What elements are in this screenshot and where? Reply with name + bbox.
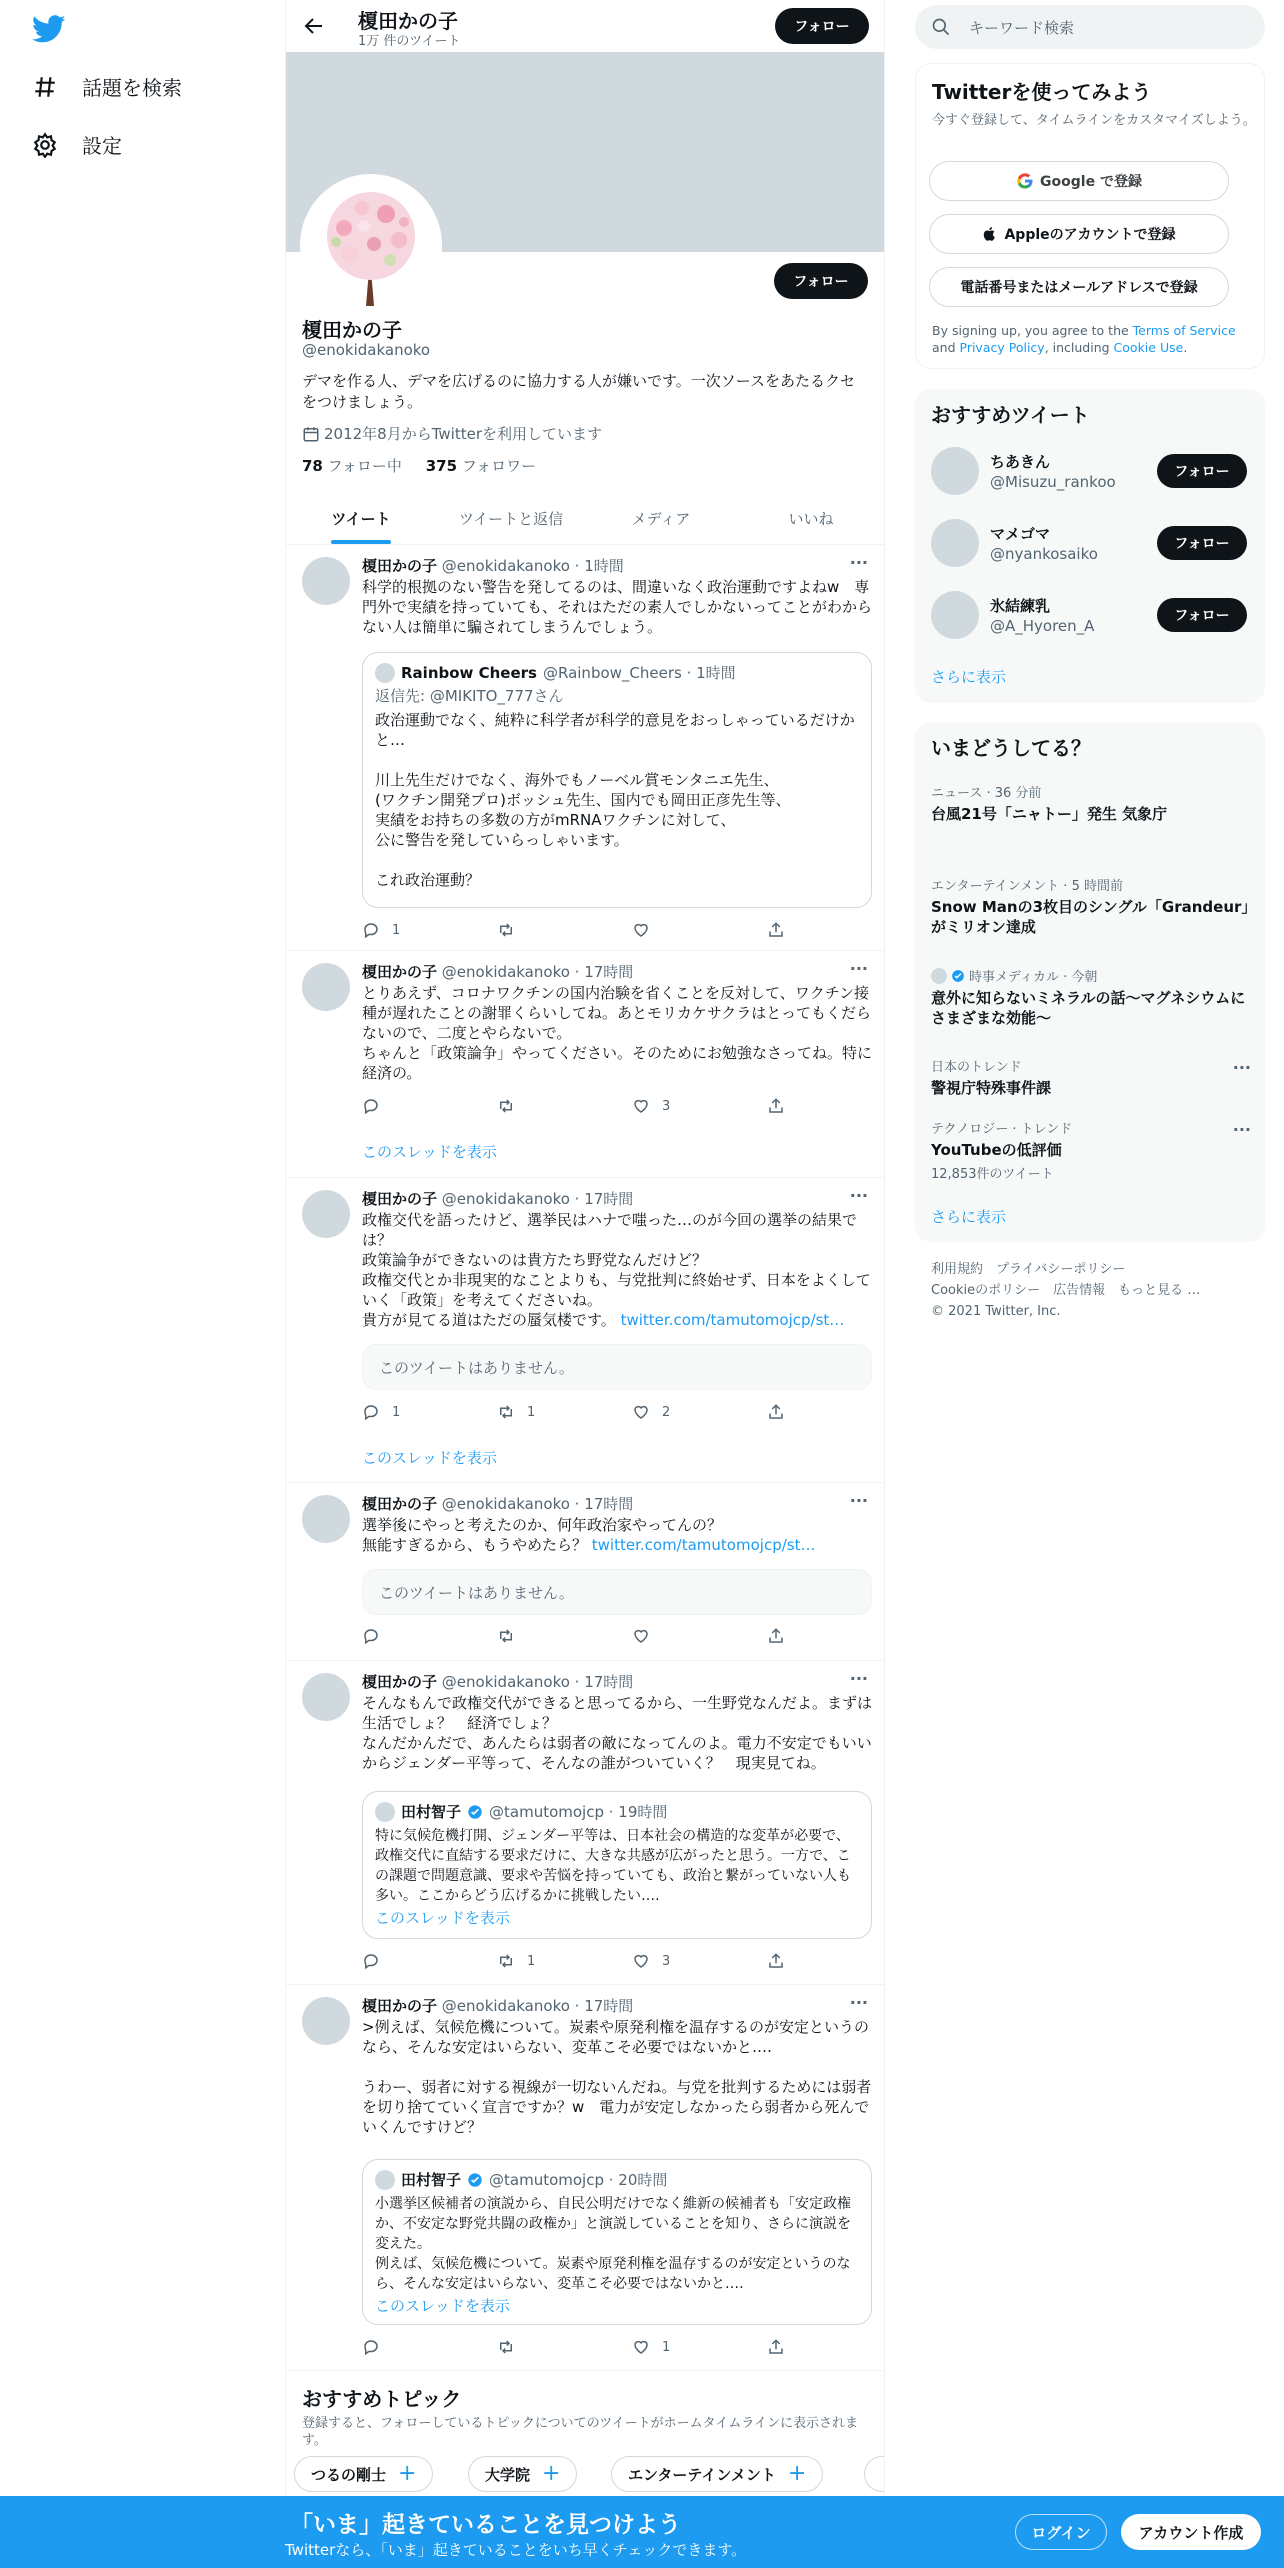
profile-column	[285, 0, 885, 2568]
heart-icon	[632, 1627, 650, 1645]
cherry-tree-avatar-image	[304, 178, 438, 312]
header-tweet-count: 1万 件のツイート	[358, 34, 461, 49]
quoted-tweet-header	[375, 663, 859, 683]
tweet-text	[362, 1210, 872, 1330]
tweet-avatar[interactable]	[302, 1997, 350, 2045]
quoted-avatar	[375, 2170, 395, 2190]
retweet-button[interactable]	[497, 2338, 527, 2356]
like-count: 3	[662, 1953, 671, 1969]
apple-icon	[982, 225, 998, 243]
tweet-avatar[interactable]	[302, 557, 350, 605]
tweet-actions	[362, 1097, 802, 1117]
tweet-author-name[interactable]: 榎田かの子	[362, 557, 438, 575]
nav-explore-label: 話題を検索	[82, 76, 182, 100]
signup-title: Twitterを使ってみよう	[932, 80, 1152, 104]
following-label: フォロー中	[322, 457, 402, 475]
hashtag-icon	[32, 74, 58, 100]
tweet-header	[362, 1995, 633, 2016]
quoted-tweet[interactable]	[362, 2159, 872, 2325]
trend-title: 意外に知らないミネラルの話～マグネシウムにさまざまな効能～	[931, 989, 1246, 1027]
tweet-header	[362, 1493, 633, 1514]
quoted-meta: @Rainbow_Cheers · 1時間	[542, 664, 736, 682]
retweet-count: 1	[527, 1404, 536, 1420]
tweet-link[interactable]: twitter.com/tamutomojcp/st…	[620, 1311, 845, 1329]
share-icon	[767, 1403, 785, 1421]
following-link[interactable]	[302, 457, 402, 475]
topic-label: 大学院	[485, 2465, 531, 2484]
like-button[interactable]	[632, 921, 662, 939]
share-button[interactable]	[767, 1097, 785, 1115]
login-button[interactable]: ログイン	[1015, 2514, 1107, 2550]
user-avatar[interactable]	[931, 519, 979, 567]
profile-name: 榎田かの子	[302, 318, 402, 342]
heart-icon	[632, 1097, 650, 1115]
tweet-avatar[interactable]	[302, 1673, 350, 1721]
topics-subtitle: 登録すると、フォローしているトピックについてのツイートがホームタイムラインに表示されます。	[302, 2416, 859, 2448]
search-icon	[931, 17, 951, 37]
google-signup-label: Google で登録	[1040, 174, 1142, 190]
google-icon	[1016, 172, 1034, 190]
tweet[interactable]	[286, 1985, 885, 2371]
tweet[interactable]	[286, 951, 885, 1178]
signup-terms	[932, 322, 1252, 356]
trend-context: テクノロジー · トレンド	[931, 1122, 1073, 1137]
unavailable-tweet-notice: このツイートはありません。	[362, 1344, 872, 1390]
more-options-icon[interactable]: ···	[849, 959, 868, 978]
quoted-tweet[interactable]	[362, 652, 872, 908]
quoted-show-thread-link[interactable]: このスレッドを表示	[375, 1909, 510, 1927]
quoted-text: 小選挙区候補者の演説から、自民公明だけでなく維新の候補者も「安定政権か、不安定な野党共闘の政権か」と演説していることを知り、さらに演説を変えた。 例えば、気候危機について。炭素や原発利権を温存するのが安定というのなら、そんな安定はいらない、変革こそ必要ではないかと‥‥	[375, 2196, 851, 2292]
quoted-meta: @tamutomojcp · 19時間	[489, 1803, 668, 1821]
cookie-use-link[interactable]: Cookie Use	[1113, 340, 1184, 355]
user-handle: @Misuzu_rankoo	[990, 473, 1116, 491]
user-avatar[interactable]	[931, 447, 979, 495]
tweet-author-name[interactable]: 榎田かの子	[362, 1997, 438, 2015]
tweet-meta: @enokidakanoko · 17時間	[437, 1673, 634, 1691]
quoted-author-name: Rainbow Cheers	[401, 664, 537, 682]
tweet-text-body: 選挙後にやっと考えたのか、何年政治家やってんの？ 無能すぎるから、もうやめたら？	[362, 1516, 723, 1554]
trend-title: Snow Manの3枚目のシングル「Grandeur」がミリオン達成	[931, 898, 1249, 936]
topic-pill[interactable]	[294, 2456, 433, 2492]
gear-icon	[32, 132, 58, 158]
share-icon	[767, 1627, 785, 1645]
tweet-header	[362, 1188, 633, 1209]
reply-icon	[362, 1627, 380, 1645]
reply-icon	[362, 921, 380, 939]
like-button[interactable]	[632, 1403, 670, 1421]
tweet-text: とりあえず、コロナワクチンの国内治験を省くことを反対して、ワクチン接種が遅れたことの謝罪くらいしてね。あとモリカケサクラはとってもくだらないので、二度とやらないで。 ちゃんと「政策論争」やってください。そのためにお勉強なさってね。特に経済の。	[362, 984, 873, 1082]
profile-header-bar	[286, 0, 885, 52]
reply-button[interactable]	[362, 921, 400, 939]
like-button[interactable]	[632, 1097, 670, 1115]
header-name: 榎田かの子	[358, 9, 458, 33]
retweet-button[interactable]	[497, 921, 527, 939]
verified-badge-icon	[951, 969, 965, 983]
terms-including: , including	[1044, 340, 1114, 355]
share-icon	[767, 1952, 785, 1970]
nav-settings-label: 設定	[82, 134, 122, 158]
tweet-text: そんなもんで政権交代ができると思ってるから、一生野党なんだよ。まずは生活でしょ？ 経済でしょ？ なんだかんだで、あんたらは弱者の敵になってんのよ。電力不安定でもいいからジェンダー平等って、そんなの誰がついていく？ 現実見てね。	[362, 1694, 873, 1772]
followers-count: 375	[425, 457, 458, 475]
back-arrow-icon[interactable]	[302, 14, 326, 38]
following-count: 78	[302, 457, 323, 475]
tweet-author-name[interactable]: 榎田かの子	[362, 1673, 438, 1691]
reply-icon	[362, 1403, 380, 1421]
tweet-link[interactable]: twitter.com/tamutomojcp/st…	[591, 1536, 816, 1554]
quoted-author-name: 田村智子	[401, 1803, 462, 1821]
tweet[interactable]	[286, 1483, 885, 1661]
nav-explore[interactable]	[32, 72, 182, 101]
profile-handle: @enokidakanoko	[302, 341, 431, 359]
tweet-avatar[interactable]	[302, 1495, 350, 1543]
user-handle: @nyankosaiko	[990, 545, 1098, 563]
footer-line-2[interactable]: Cookieのポリシー 広告情報 もっと見る …	[931, 1283, 1201, 1298]
quoted-author-name: 田村智子	[401, 2171, 462, 2189]
tweet-meta: @enokidakanoko · 17時間	[437, 1495, 634, 1513]
heart-icon	[632, 2338, 650, 2356]
more-options-icon[interactable]: ···	[849, 1491, 868, 1510]
bottom-signup-bar	[0, 2496, 1284, 2568]
trend-item[interactable]	[931, 966, 1251, 1028]
followers-link[interactable]	[426, 457, 536, 475]
tweet-header	[362, 555, 624, 576]
more-options-icon[interactable]: ···	[849, 1669, 868, 1688]
left-sidebar	[0, 0, 285, 2568]
apple-signup-label: Appleのアカウントで登録	[1004, 227, 1176, 243]
trend-title: YouTubeの低評価	[931, 1141, 1062, 1159]
quoted-meta: @tamutomojcp · 20時間	[489, 2171, 668, 2189]
tweet-meta: @enokidakanoko · 1時間	[437, 557, 624, 575]
quoted-tweet[interactable]	[362, 1791, 872, 1939]
reply-icon	[362, 2338, 380, 2356]
more-options-icon[interactable]: ···	[1232, 1058, 1251, 1077]
signup-card	[915, 63, 1265, 369]
profile-follow-stats	[302, 455, 536, 476]
user-name: マメゴマ	[990, 525, 1051, 543]
trend-context: エンターテインメント · 5 時間前	[931, 879, 1123, 894]
share-icon	[767, 1097, 785, 1115]
signup-subtitle: 今すぐ登録して、タイムラインをカスタマイズしよう。	[932, 113, 1256, 128]
retweet-button[interactable]	[497, 1627, 527, 1645]
follow-button[interactable]: フォロー	[1157, 526, 1247, 560]
like-button[interactable]	[632, 1952, 670, 1970]
header-follow-button[interactable]: フォロー	[775, 8, 869, 44]
trend-tweet-count: 12,853件のツイート	[931, 1167, 1054, 1182]
tweet-actions	[362, 1952, 802, 1972]
user-name: ちあきん	[990, 453, 1051, 471]
phone-email-signup-button[interactable]: 電話番号またはメールアドレスで登録	[929, 267, 1229, 307]
trend-context: 日本のトレンド	[931, 1060, 1022, 1075]
tweet-header	[362, 1671, 633, 1692]
terms-prefix: By signing up, you agree to the	[932, 323, 1133, 338]
topic-label: エンターテインメント	[628, 2465, 776, 2484]
profile-avatar[interactable]	[300, 174, 442, 316]
tweet-meta: @enokidakanoko · 17時間	[437, 1190, 634, 1208]
quoted-tweet-header	[375, 1802, 859, 1822]
google-signup-button[interactable]	[929, 161, 1229, 201]
quoted-tweet-header	[375, 2170, 859, 2190]
heart-icon	[632, 1952, 650, 1970]
trend-context: ニュース · 36 分前	[931, 786, 1042, 801]
plus-icon: +	[398, 2461, 417, 2486]
quoted-show-thread-link[interactable]: このスレッドを表示	[375, 2297, 510, 2315]
retweet-icon	[497, 1627, 515, 1645]
share-button[interactable]	[767, 1627, 785, 1645]
more-options-icon[interactable]: ···	[849, 1993, 868, 2012]
topic-pill[interactable]	[611, 2456, 823, 2492]
follow-button[interactable]: フォロー	[1157, 598, 1247, 632]
share-button[interactable]	[767, 921, 785, 939]
bottom-bar-subtitle: Twitterなら、「いま」起きていることをいち早くチェックできます。	[285, 2541, 747, 2559]
topic-label: つるの剛士	[311, 2465, 387, 2484]
like-button[interactable]	[632, 1627, 662, 1645]
profile-follow-button[interactable]: フォロー	[774, 263, 868, 299]
right-sidebar	[915, 0, 1265, 2568]
tweet-author-name[interactable]: 榎田かの子	[362, 1190, 438, 1208]
tweet-actions	[362, 2338, 802, 2358]
trend-title: 台風21号「ニャトー」発生 気象庁	[931, 805, 1168, 823]
tweet-meta: @enokidakanoko · 17時間	[437, 1997, 634, 2015]
footer-line-1[interactable]: 利用規約 プライバシーポリシー	[931, 1262, 1126, 1277]
tab-likes[interactable]: いいね	[788, 509, 834, 528]
tweet-text: 科学的根拠のない警告を発してるのは、間違いなく政治運動ですよねw 専門外で実績を持っていても、それはただの素人でしかないってことがわからない人は簡単に騙されてしまうんでしょう。	[362, 578, 873, 636]
tweet-avatar[interactable]	[302, 963, 350, 1011]
trends-title: いまどうしてる？	[931, 736, 1091, 760]
trend-item[interactable]	[931, 782, 1251, 824]
retweet-button[interactable]	[497, 1403, 535, 1421]
source-avatar	[931, 968, 947, 984]
tweet-text-body: 政権交代を語ったけど、選挙民はハナで嗤った…のが今回の選挙の結果では？ 政策論争ができないのは貴方たち野党なんだけど？ 政権交代とか非現実的なことよりも、与党批判に終始せず、日本をよくしていく「政策」を考えてくださいね。 貴方が見てる道はただの蜃気楼です。	[362, 1211, 871, 1329]
reply-button[interactable]	[362, 1627, 392, 1645]
recommended-topics	[286, 2371, 885, 2501]
user-avatar[interactable]	[931, 591, 979, 639]
retweet-icon	[497, 1403, 515, 1421]
tweet-meta: @enokidakanoko · 17時間	[437, 963, 634, 981]
tweet-author-name[interactable]: 榎田かの子	[362, 1495, 438, 1513]
tab-media[interactable]: メディア	[631, 509, 691, 528]
verified-badge-icon	[467, 1804, 483, 1820]
followers-label: フォロワー	[457, 457, 537, 475]
like-button[interactable]	[632, 2338, 670, 2356]
search-box[interactable]	[915, 5, 1265, 49]
search-placeholder: キーワード検索	[969, 18, 1075, 37]
retweet-icon	[497, 921, 515, 939]
retweet-button[interactable]	[497, 1097, 527, 1115]
reply-icon	[362, 1097, 380, 1115]
reply-icon	[362, 1952, 380, 1970]
apple-signup-button[interactable]	[929, 214, 1229, 254]
tweet[interactable]	[286, 545, 885, 951]
nav-settings[interactable]	[32, 130, 122, 159]
profile-tabs	[286, 492, 885, 545]
more-options-icon[interactable]: ···	[849, 1186, 868, 1205]
trend-context-text: 時事メディカル · 今朝	[969, 970, 1098, 985]
show-thread-link[interactable]: このスレッドを表示	[362, 1449, 497, 1467]
quoted-avatar	[375, 663, 395, 683]
trend-context	[931, 966, 1251, 985]
signup-button[interactable]: アカウント作成	[1121, 2514, 1261, 2550]
tab-tweets-and-replies[interactable]: ツイートと返信	[458, 509, 564, 528]
tweet-author-name[interactable]: 榎田かの子	[362, 963, 438, 981]
reply-button[interactable]	[362, 2338, 392, 2356]
reply-count: 1	[392, 1404, 401, 1420]
recommended-accounts-card	[915, 389, 1265, 703]
more-options-icon[interactable]: ···	[849, 553, 868, 572]
terms-and: and	[932, 340, 960, 355]
heart-icon	[632, 921, 650, 939]
quoted-reply-to: 返信先: @MIKITO_777さん	[375, 687, 564, 705]
tweet-text	[362, 1515, 872, 1555]
retweet-icon	[497, 1952, 515, 1970]
reply-count: 1	[392, 922, 401, 938]
tweet-header	[362, 961, 633, 982]
tweet-actions	[362, 921, 802, 941]
footer-copyright: © 2021 Twitter, Inc.	[931, 1304, 1061, 1319]
retweet-count: 1	[527, 1953, 536, 1969]
profile-joined	[302, 423, 602, 444]
quoted-text: 特に気候危機打開、ジェンダー平等は、日本社会の構造的な変革が必要で、政権交代に直結する要求だけに、大きな共感が広がったと思う。一方で、この課題で問題意識、要求や苦悩を持っていても、政治と繋がっていない人も多い。ここからどう広げるかに挑戦したい‥‥	[375, 1828, 851, 1904]
tweet-actions	[362, 1403, 802, 1423]
plus-icon: +	[787, 2461, 807, 2486]
recommended-user[interactable]	[931, 591, 1261, 651]
tweet[interactable]	[286, 1661, 885, 1985]
recommended-title: おすすめツイート	[931, 403, 1090, 427]
calendar-icon	[302, 425, 320, 443]
trend-item[interactable]	[931, 1118, 1251, 1182]
quoted-text: 政治運動でなく、純粋に科学者が科学的意見をおっしゃっているだけかと… 川上先生だけでなく、海外でもノーベル賞モンタニエ先生、 (ワクチン開発プロ)ボッシュ先生、国内でも岡田正彦先生等、 実績をお持ちの多数の方がmRNAワクチンに対して、 公に警告を発していらっしゃいます。 これ政治運動？	[375, 711, 855, 889]
user-handle: @A_Hyoren_A	[990, 617, 1095, 635]
share-button[interactable]	[767, 2338, 785, 2356]
trend-item[interactable]	[931, 1056, 1251, 1098]
reply-button[interactable]	[362, 1097, 392, 1115]
retweet-button[interactable]	[497, 1952, 535, 1970]
topic-pill[interactable]	[864, 2456, 885, 2492]
footer-links	[931, 1259, 1251, 1322]
show-thread-link[interactable]: このスレッドを表示	[362, 1143, 497, 1161]
share-icon	[767, 921, 785, 939]
tab-tweets[interactable]: ツイート	[286, 492, 436, 544]
terms-end: .	[1183, 340, 1188, 355]
quoted-avatar	[375, 1802, 395, 1822]
reply-button[interactable]	[362, 1403, 400, 1421]
share-icon	[767, 2338, 785, 2356]
show-more-link[interactable]: さらに表示	[931, 668, 1007, 686]
reply-button[interactable]	[362, 1952, 392, 1970]
like-count: 3	[662, 1098, 671, 1114]
tweet-text: >例えば、気候危機について。炭素や原発利権を温存するのが安定というのなら、そんな安定はいらない、変革こそ必要ではないかと‥‥ うわー、弱者に対する視線が一切ないんだね。与党を批判するためには弱者を切り捨てていく宣言ですか？w 電力が安定しなかったら弱者から死んでいくんですけど？	[362, 2018, 872, 2136]
more-options-icon[interactable]: ···	[1232, 1120, 1251, 1139]
unavailable-tweet-notice: このツイートはありません。	[362, 1569, 872, 1615]
tweet[interactable]	[286, 1178, 885, 1483]
tweet-actions	[362, 1627, 802, 1647]
trend-title: 警視庁特殊事件課	[931, 1079, 1052, 1097]
terms-of-service-link[interactable]: Terms of Service	[1132, 323, 1236, 338]
trend-item[interactable]	[931, 875, 1251, 937]
follow-button[interactable]: フォロー	[1157, 454, 1247, 488]
topic-pill[interactable]	[468, 2456, 577, 2492]
topics-title: おすすめトピック	[302, 2387, 462, 2411]
like-count: 1	[662, 2339, 671, 2355]
profile-joined-text: 2012年8月からTwitterを利用しています	[324, 425, 602, 443]
verified-badge-icon	[467, 2172, 483, 2188]
trends-card	[915, 722, 1265, 1242]
recommended-user[interactable]	[931, 447, 1261, 507]
tweet-avatar[interactable]	[302, 1190, 350, 1238]
retweet-icon	[497, 1097, 515, 1115]
profile-bio: デマを作る人、デマを広げるのに協力する人が嫌いです。一次ソースをあたるクセをつけましょう。	[302, 372, 856, 411]
retweet-icon	[497, 2338, 515, 2356]
share-button[interactable]	[767, 1403, 785, 1421]
share-button[interactable]	[767, 1952, 785, 1970]
user-name: 氷結練乳	[990, 597, 1051, 615]
show-more-link[interactable]: さらに表示	[931, 1208, 1007, 1226]
like-count: 2	[662, 1404, 671, 1420]
privacy-policy-link[interactable]: Privacy Policy	[959, 340, 1045, 355]
heart-icon	[632, 1403, 650, 1421]
bottom-bar-title: 「いま」起きていることを見つけよう	[290, 2512, 681, 2538]
plus-icon: +	[542, 2461, 561, 2486]
twitter-logo-icon[interactable]	[32, 12, 66, 46]
recommended-user[interactable]	[931, 519, 1261, 579]
